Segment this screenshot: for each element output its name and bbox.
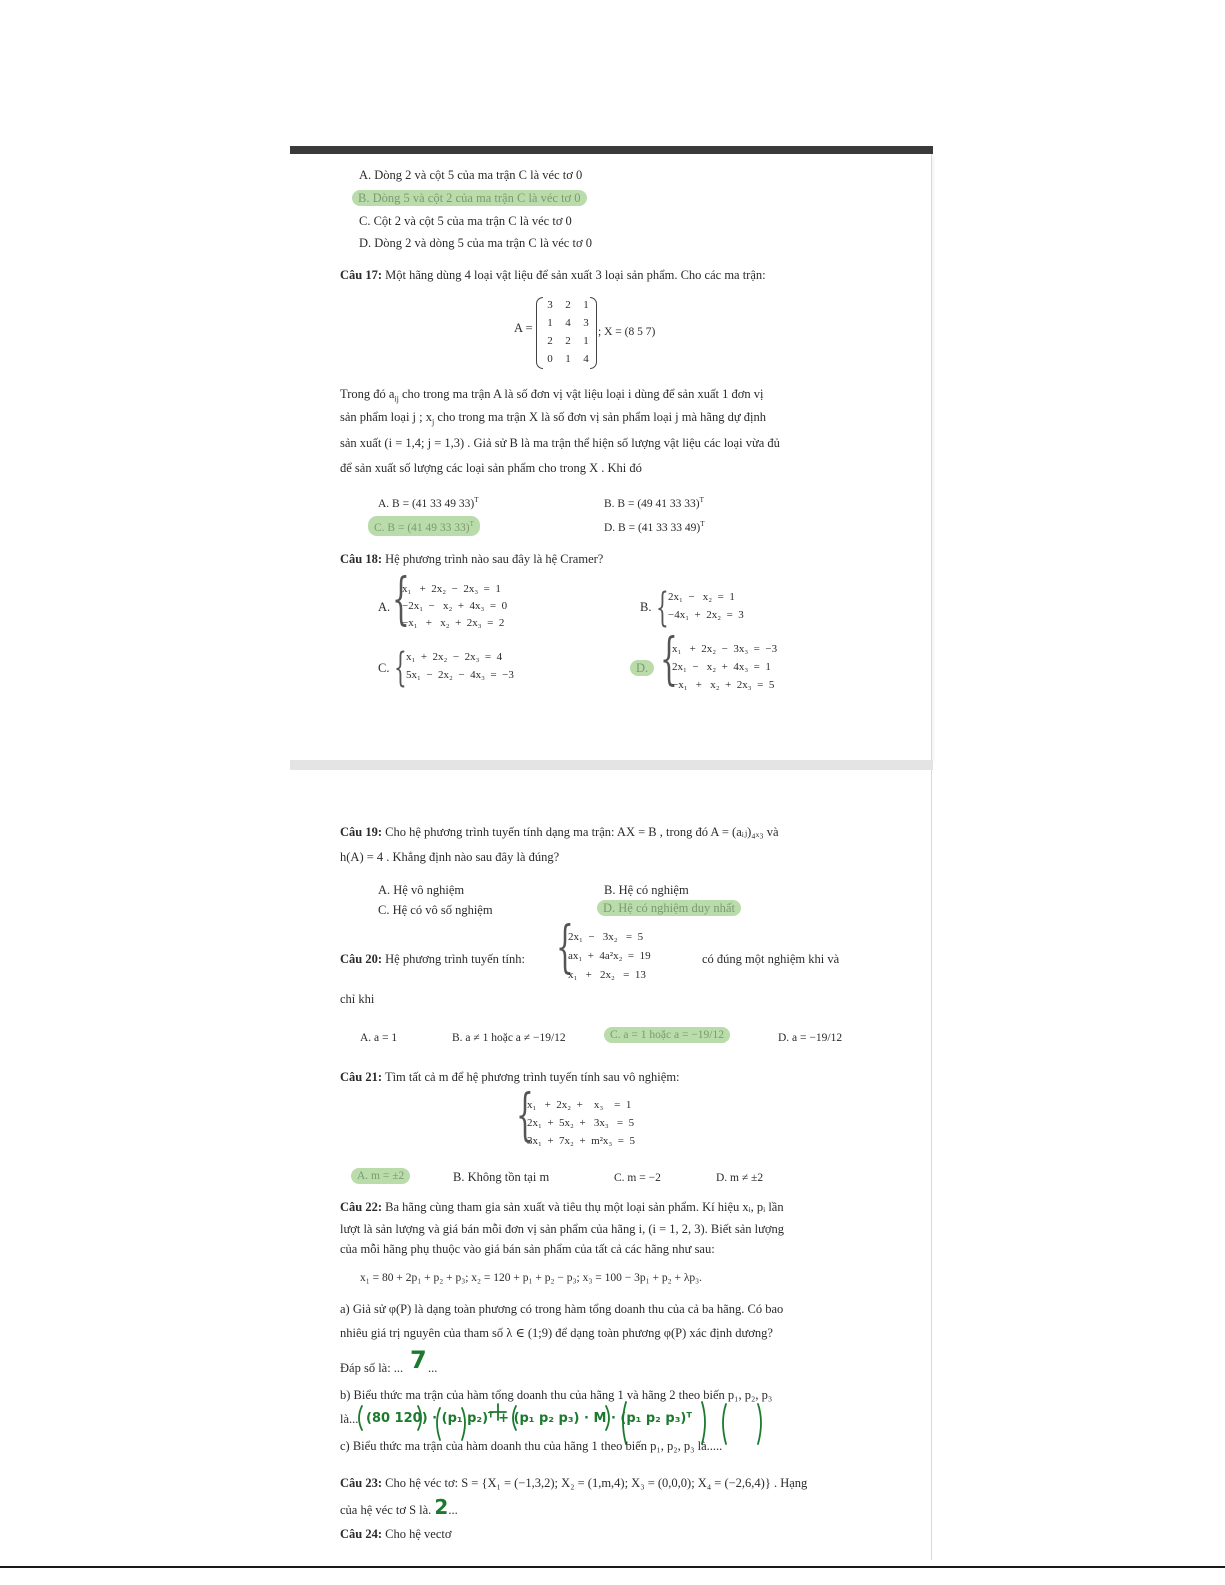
- handwritten-answer-a: 7: [410, 1346, 427, 1374]
- q17-question: [340, 267, 766, 283]
- q22-answer-dots: ...: [428, 1361, 438, 1375]
- q19-option-b: B. Hệ có nghiệm: [604, 883, 689, 897]
- q22-part-b-line-2: là...: [340, 1412, 359, 1426]
- page-gap: [290, 760, 933, 770]
- q22-label: Câu 22:: [340, 1200, 383, 1214]
- q18-text: Hệ phương trình nào sau đây là hệ Cramer?: [385, 552, 604, 566]
- q18-question: [340, 551, 603, 567]
- bottom-rule: [0, 1566, 1225, 1568]
- brace-icon: {: [392, 567, 410, 632]
- q20-row: x₁ + 2x₂ = 13: [568, 969, 646, 981]
- q18-label: Câu 18:: [340, 552, 383, 566]
- q19-question-line-1: [340, 824, 779, 840]
- brace-icon: {: [394, 645, 407, 691]
- q22-answer-label: Đáp số là: ...: [340, 1361, 404, 1375]
- q21-option-d: D. m ≠ ±2: [716, 1172, 764, 1184]
- q17-para-line-3: sản xuất (i = 1,4; j = 1,3) . Giả sử B là ma trận thể hiện số lượng vật liệu các loại vừa đủ: [340, 436, 780, 450]
- q17-label: Câu 17:: [340, 268, 383, 282]
- q23-label: Câu 23:: [340, 1476, 383, 1490]
- q20-after: có đúng một nghiệm khi và: [702, 952, 840, 966]
- hand-text: (80 120) · (p₁ p₂)ᵀ + (p₁ p₂ p₃) · M · (p₁ p₂ p₃)ᵀ: [366, 1411, 692, 1426]
- q18-option-b-label: B.: [640, 600, 652, 614]
- q16-option-c: C. Cột 2 và cột 5 của ma trận C là véc tơ 0: [359, 214, 572, 228]
- q20-option-c-highlighted: C. a = 1 hoặc a = −19/12: [604, 1027, 730, 1043]
- q22-line-3: của mỗi hãng phụ thuộc vào giá bán sản phẩm của tất cả các hãng như sau:: [340, 1242, 715, 1256]
- q17-text: Một hãng dùng 4 loại vật liệu để sản xuất 3 loại sản phẩm. Cho các ma trận:: [385, 268, 766, 282]
- q22-part-a-line-1: a) Giả sử φ(P) là dạng toàn phương có trong hàm tổng doanh thu của cả ba hãng. Có bao: [340, 1302, 784, 1316]
- q17-option-a: A. B = (41 33 49 33)$^T$: [378, 496, 479, 510]
- q21-row: 3x₁ + 7x₂ + m²x₃ = 5: [527, 1135, 635, 1147]
- q19-option-a: A. Hệ vô nghiệm: [378, 883, 465, 897]
- q18-d-row: 2x₁ − x₂ + 4x₃ = 1: [672, 661, 771, 673]
- q19-label: Câu 19:: [340, 825, 383, 839]
- q18-b-row: 2x₁ − x₂ = 1: [668, 591, 735, 603]
- q20-question: [340, 951, 525, 967]
- q18-a-row: −2x₁ − x₂ + 4x₃ = 0: [402, 600, 508, 612]
- q22-line-1: Câu 22: Ba hãng cùng tham gia sản xuất và tiêu thụ một loại sản phẩm. Kí hiệu xᵢ, pᵢ lần: [340, 1200, 784, 1214]
- q22-part-b-line-1: b) Biểu thức ma trận của hàm tổng doanh thu của hãng 1 và hãng 2 theo biến p₁, p₂, p₃: [340, 1388, 773, 1402]
- q21-label: Câu 21:: [340, 1070, 383, 1084]
- q24-question: [340, 1526, 451, 1542]
- q18-option-c-label: C.: [378, 661, 390, 675]
- q24-label: Câu 24:: [340, 1527, 383, 1541]
- q18-c-row: 5x₁ − 2x₂ − 4x₃ = −3: [406, 669, 514, 681]
- q18-d-row: −x₁ + x₂ + 2x₃ = 5: [672, 679, 775, 691]
- q20-option-a: A. a = 1: [360, 1032, 398, 1044]
- q22-part-a-line-2: nhiêu giá trị nguyên của tham số λ ∈ (1;9) để dạng toàn phương φ(P) xác định dương?: [340, 1326, 773, 1340]
- q20-row: 2x₁ − 3x₂ = 5: [568, 931, 644, 943]
- q20-row: ax₁ + 4a²x₂ = 19: [568, 950, 651, 962]
- q19-option-c: C. Hệ có vô số nghiệm: [378, 903, 493, 917]
- q21-option-a-highlighted: A. m = ±2: [351, 1168, 410, 1184]
- q23-line-2: của hệ véc tơ S là. 2...: [340, 1495, 458, 1519]
- q18-b-row: −4x₁ + 2x₂ = 3: [668, 609, 744, 621]
- q20-text: Hệ phương trình tuyến tính:: [385, 952, 525, 966]
- q16-option-d: D. Dòng 2 và dòng 5 của ma trận C là véc tơ 0: [359, 236, 592, 250]
- q21-row: x₁ + 2x₂ + x₃ = 1: [527, 1099, 632, 1111]
- q20-option-b: B. a ≠ 1 hoặc a ≠ −19/12: [452, 1032, 566, 1044]
- q21-option-b: B. Không tồn tại m: [453, 1170, 550, 1184]
- q24-text: Cho hệ vectơ: [385, 1527, 452, 1541]
- q17-option-c-highlighted: C. B = (41 49 33 33)$^T$: [368, 516, 480, 536]
- brace-icon: {: [516, 1083, 534, 1148]
- q17-option-b: B. B = (49 41 33 33)$^T$: [604, 496, 704, 510]
- q20-option-d: D. a = −19/12: [778, 1032, 843, 1044]
- brace-icon: {: [556, 915, 574, 980]
- q23-line-1: Câu 23: Cho hệ véc tơ: S = {X₁ = (−1,3,2); X₂ = (1,m,4); X₃ = (0,0,0); X₄ = (−2,6,4)} . Hạng: [340, 1476, 808, 1490]
- q21-option-c: C. m = −2: [614, 1172, 661, 1184]
- brace-icon: {: [660, 627, 678, 692]
- q19-text: Cho hệ phương trình tuyến tính dạng ma trận: AX = B , trong đó A = (aᵢⱼ)₄ₓ₃ và: [385, 825, 779, 839]
- matrix-a-right-bracket: [590, 297, 597, 369]
- q17-option-d: D. B = (41 33 33 49)$^T$: [604, 520, 705, 534]
- q20-cont: chỉ khi: [340, 992, 375, 1006]
- q17-para-line-1: Trong đó $a_{ij}$ cho trong ma trận A là số đơn vị vật liệu loại i dùng để sản xuất 1 đơn vị: [340, 387, 764, 404]
- q21-question: [340, 1069, 680, 1085]
- q16-option-b-highlighted: B. Dòng 5 và cột 2 của ma trận C là véc tơ 0: [352, 190, 587, 206]
- q19-option-d-highlighted: D. Hệ có nghiệm duy nhất: [597, 900, 741, 916]
- handwritten-answer-rank: 2: [434, 1495, 449, 1519]
- matrix-a-row: 1 4 3: [547, 317, 589, 329]
- q22-formula: x₁ = 80 + 2p₁ + p₂ + p₃; x₂ = 120 + p₁ + p₂ − p₃; x₃ = 100 − 3p₁ + p₂ + λp₃.: [360, 1272, 703, 1284]
- matrix-a-label: A =: [514, 321, 533, 335]
- matrix-x: ; X = (8 5 7): [598, 326, 656, 338]
- q18-option-a-label: A.: [378, 600, 391, 614]
- q16-option-a: A. Dòng 2 và cột 5 của ma trận C là véc tơ 0: [359, 168, 583, 182]
- q18-option-d-label-highlighted: D.: [630, 660, 654, 676]
- q18-a-row: x₁ + 2x₂ − 2x₃ = 1: [402, 583, 501, 595]
- q17-para-line-4: để sản xuất số lượng các loại sản phẩm cho trong X . Khi đó: [340, 461, 642, 475]
- q22-line-2: lượt là sản lượng và giá bán mỗi đơn vị sản phẩm của hãng i, (i = 1, 2, 3). Biết sản lượng: [340, 1222, 785, 1236]
- brace-icon: {: [656, 585, 669, 631]
- matrix-a-row: 2 2 1: [547, 335, 589, 347]
- q18-d-row: x₁ + 2x₂ − 3x₃ = −3: [672, 643, 778, 655]
- page-top-border: [290, 146, 933, 154]
- matrix-a-row: 3 2 1: [547, 299, 589, 311]
- q22-part-c: c) Biểu thức ma trận của hàm doanh thu của hãng 1 theo biến p₁, p₂, p₃ là.....: [340, 1439, 723, 1453]
- q21-row: 2x₁ + 5x₂ + 3x₃ = 5: [527, 1117, 635, 1129]
- q18-c-row: x₁ + 2x₂ − 2x₃ = 4: [406, 651, 503, 663]
- q19-question-line-2: h(A) = 4 . Khẳng định nào sau đây là đúng?: [340, 850, 560, 864]
- matrix-a-row: 0 1 4: [547, 353, 589, 365]
- q21-text: Tìm tất cả m để hệ phương trình tuyến tính sau vô nghiệm:: [384, 1070, 680, 1084]
- q17-para-line-2: sản phẩm loại j ; $x_j$ cho trong ma trận X là số đơn vị sản phẩm loại j mà hãng dự định: [340, 410, 766, 427]
- matrix-a: [540, 296, 596, 368]
- q20-label: Câu 20:: [340, 952, 383, 966]
- q18-a-row: −x₁ + x₂ + 2x₃ = 2: [402, 617, 505, 629]
